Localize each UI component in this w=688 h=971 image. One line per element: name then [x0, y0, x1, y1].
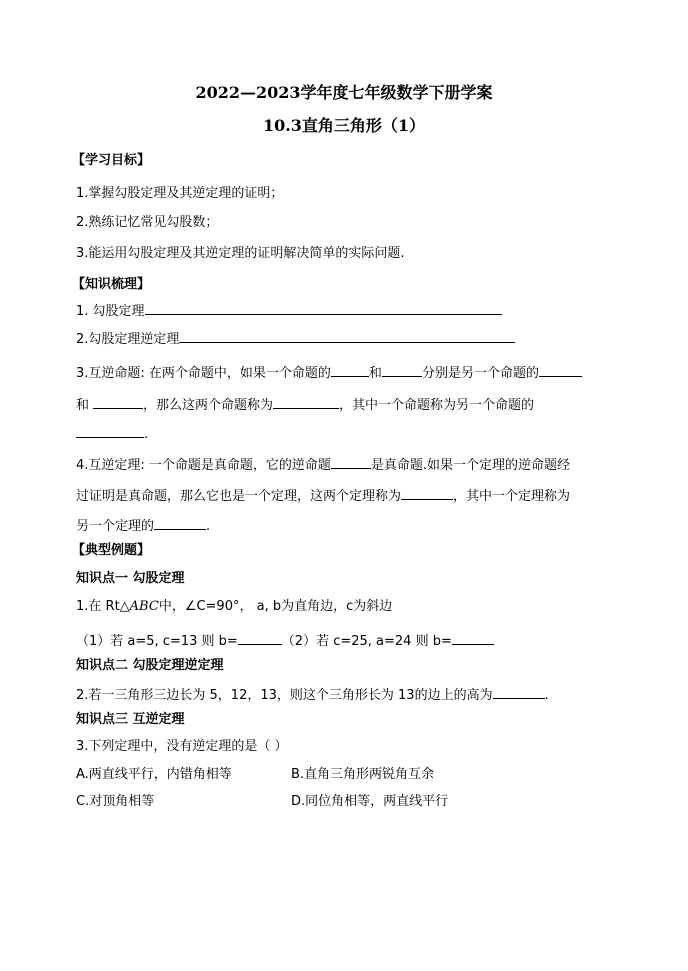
knowledge-q3-line3 — [76, 425, 148, 444]
knowledge-q1 — [76, 302, 502, 321]
knowledge-q2 — [76, 330, 515, 349]
objective-item-3: 3.能运用勾股定理及其逆定理的证明解决简单的实际问题. — [76, 246, 405, 261]
option-d[interactable]: D.同位角相等，两直线平行 — [291, 794, 449, 809]
text: 1.在 Rt — [76, 599, 120, 614]
answer-blank[interactable] — [76, 425, 144, 438]
text: 和 — [368, 366, 382, 381]
knowledge-q4-line2 — [76, 487, 570, 506]
lesson-subtitle: 10.3直角三角形（1） — [262, 116, 426, 135]
answer-blank[interactable] — [382, 364, 422, 377]
answer-blank[interactable] — [401, 487, 453, 500]
text: 另一个定理的 — [76, 519, 155, 534]
answer-blank[interactable] — [493, 686, 545, 699]
example-q2 — [76, 686, 549, 705]
answer-blank[interactable] — [93, 396, 143, 409]
example-q3: 3.下列定理中，没有逆定理的是（ ） — [76, 739, 288, 754]
answer-blank[interactable] — [179, 330, 515, 343]
text: ，其中一个定理称为 — [453, 489, 571, 504]
knowledge-q1-label: 1. 勾股定理 — [76, 304, 145, 319]
answer-blank[interactable] — [452, 632, 494, 645]
objectives-heading: 【学习目标】 — [72, 153, 151, 168]
triangle-name: △ABC — [119, 599, 159, 614]
example-q1 — [76, 598, 392, 616]
answer-blank[interactable] — [331, 364, 369, 377]
text: （1）若 a=5, c=13 则 b= — [76, 634, 238, 649]
knowledge-point-2-title: 知识点二 勾股定理逆定理 — [76, 658, 224, 673]
text: ，其中一个命题称为另一个命题的 — [339, 398, 535, 413]
knowledge-point-3-title: 知识点三 互逆定理 — [76, 712, 185, 727]
answer-blank[interactable] — [539, 364, 582, 377]
option-a[interactable]: A.两直线平行，内错角相等 — [76, 767, 232, 782]
text: 和 — [76, 398, 90, 413]
answer-blank[interactable] — [273, 396, 339, 409]
knowledge-q2-label: 2.勾股定理逆定理 — [76, 332, 180, 347]
text: 中，∠C=90°， a, b为直角边，c为斜边 — [158, 599, 393, 614]
text: . — [544, 688, 549, 703]
knowledge-q4-line1 — [76, 456, 570, 475]
option-c[interactable]: C.对顶角相等 — [76, 794, 155, 809]
objective-item-2: 2.熟练记忆常见勾股数； — [76, 215, 219, 230]
text: 4.互逆定理: 一个命题是真命题，它的逆命题 — [76, 458, 331, 473]
answer-blank[interactable] — [331, 456, 371, 469]
text: 3.互逆命题: 在两个命题中，如果一个命题的 — [76, 366, 331, 381]
text: 是真命题.如果一个定理的逆命题经 — [370, 458, 571, 473]
text: . — [206, 519, 211, 534]
answer-blank[interactable] — [238, 632, 282, 645]
option-b[interactable]: B.直角三角形两锐角互余 — [291, 767, 435, 782]
knowledge-q3-line2 — [76, 396, 534, 415]
answer-blank[interactable] — [154, 517, 206, 530]
text: 2.若一三角形三边长为 5，12，13，则这个三角形长为 13的边上的高为 — [76, 688, 493, 703]
knowledge-heading: 【知识梳理】 — [72, 277, 151, 292]
examples-heading: 【典型例题】 — [72, 543, 151, 558]
text: （2）若 c=25, a=24 则 b= — [281, 634, 452, 649]
objective-item-1: 1.掌握勾股定理及其逆定理的证明； — [76, 186, 284, 201]
text: 分别是另一个命题的 — [421, 366, 539, 381]
answer-blank[interactable] — [145, 302, 502, 315]
knowledge-q4-line3 — [76, 517, 210, 536]
text: ，那么这两个命题称为 — [143, 398, 274, 413]
document-title: 2022—2023学年度七年级数学下册学案 — [195, 83, 493, 102]
knowledge-point-1-title: 知识点一 勾股定理 — [76, 571, 185, 586]
text: . — [144, 427, 149, 442]
text: 过证明是真命题，那么它也是一个定理，这两个定理称为 — [76, 489, 402, 504]
example-q1-parts — [76, 632, 494, 651]
knowledge-q3-line1 — [76, 364, 582, 383]
